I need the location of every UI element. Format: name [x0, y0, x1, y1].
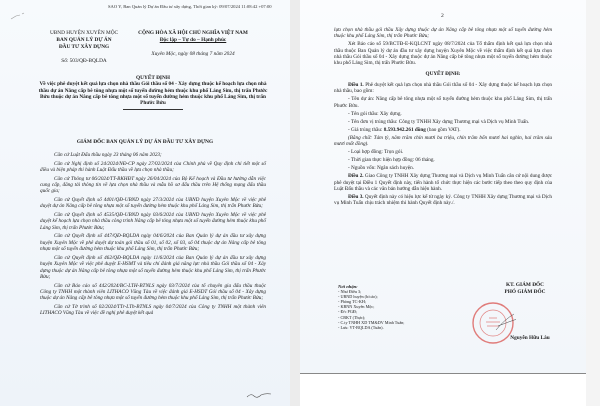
national-header [130, 30, 256, 58]
recipient: - CBKT (Thực); [338, 314, 366, 320]
page-2-body [334, 27, 552, 209]
contract-type: - Loại hợp đồng: Trọn gói. [348, 149, 404, 156]
article-1-label: Điều 1. [348, 82, 364, 89]
decision-title [36, 75, 270, 110]
recipient: - KBNN Xuyên Mộc; [338, 304, 375, 310]
decision-heading-2: QUYẾT ĐỊNH: [425, 70, 461, 77]
article-3-label: Điều 3. [348, 194, 364, 201]
signer-block [475, 282, 575, 296]
price-label: - Giá trúng thầu: [348, 126, 384, 133]
article-1-text: Phê duyệt kết quả lựa chọn nhà thầu Gói thầu số 04 - Xây dựng thuộc kế hoạch lựa chọn nhà thầu, bao gồm: [334, 82, 553, 95]
legal-basis: Căn cứ Thông tư 06/2024/TT-BKHĐT ngày 26/04/2024 của Bộ Kế hoạch và Đầu tư hướng dẫn việc cung cấp, đăng tải thông tin về lựa chọn nhà thầu và mẫu hồ sơ đấu thầu trên Hệ thống mạng đấu thầu quốc gia; [40, 175, 266, 195]
issuer-line-3: ĐẦU TƯ XÂY DỰNG [58, 44, 110, 50]
winning-bidder: - Tên đơn vị trúng thầu: Công ty TNHH Xây dựng Thương mại và Dịch vụ Minh Tuấn. [348, 118, 530, 125]
viewer-margin [586, 0, 600, 406]
article-2-text: Giao Công ty TNHH Xây dựng Thương mại và Dịch vụ Minh Tuấn căn cứ nội dung được phê duyệt tại Điều 1 Quyết định này, tiến hành tổ chức thực hiện các bước tiếp theo theo quy định của Luật Đấu thầu và các văn bản hướng dẫn hiện hành. [334, 173, 552, 193]
legal-basis: Căn cứ Luật Đấu thầu ngày 23 tháng 06 năm 2023; [54, 152, 162, 158]
decision-subject: Về việc phê duyệt kết quả lựa chọn nhà thầu Gói thầu số 04 - Xây dựng thuộc kế hoạch lựa chọn nhà thầu dự án Nâng cấp bê tông nhựa một số tuyến đường hẻm thuộc khu phố Láng Sim, thị trấn Phước Bửu thuộc dự án Nâng cấp bê tông nhựa một số tuyến đường hẻm thuộc khu phố Láng Sim, thị trấn Phước Bửu [38, 81, 268, 107]
signer-line-2: PHÓ GIÁM ĐỐC [504, 289, 546, 295]
price-in-words: (Bằng chữ: Tám tỷ, năm trăm chín mươi ba triệu, chín trăm bốn mươi hai nghìn, hai trăm sáu mươi mốt đồng). [334, 134, 552, 148]
funding-source: - Nguồn vốn: Ngân sách huyện. [348, 165, 414, 172]
signer-line-1: KT. GIÁM ĐỐC [505, 282, 544, 288]
recipient: - UBND huyện (b/cáo); [338, 294, 378, 300]
legal-basis: Căn cứ Quyết định số 447/QĐ-BQLDA ngày 04/6/2024 của Ban Quản lý dự án đầu tư xây dựng huyện Xuyên Mộc về phê duyệt dự toán gói thầu số 01, số 02, số 03, số 04 thuộc dự án Nâng cấp bê tông nhựa một số tuyến đường hẻm thuộc khu phố Láng Sim, thị trấn Phước Bửu; [40, 233, 266, 253]
review-paragraph: Xét Báo cáo số 59/BCTĐ-E-KQLCNT ngày 08/7/2024 của Tổ thẩm định kết quả lựa chọn nhà thầu thuộc Ban Quản lý dự án đầu tư xây dựng huyện Xuyên Mộc về việc thẩm định kết quả lựa chọn nhà thầu Gói thầu số 04 - Xây dựng thuộc dự án Nâng cấp bê tông nhựa một số tuyến đường hẻm thuộc khu phố Láng Sim, thị trấn Phước Bửu. [334, 41, 552, 67]
recipients-label: Nơi nhận: [338, 284, 358, 289]
package-name: - Tên gói thầu: Xây dựng. [348, 110, 402, 117]
authority-title: GIÁM ĐỐC BAN QUẢN LÝ DỰ ÁN ĐẦU TƯ XÂY DỰNG [76, 139, 214, 145]
contract-duration: - Thời gian thực hiện hợp đồng: 06 tháng. [348, 157, 435, 164]
signer-name: Nguyễn Hữu Lâu [510, 335, 550, 341]
legal-basis: Căn cứ Nghị định số 24/2024/NĐ-CP ngày 27/02/2024 của Chính phủ về Quy định chi tiết một số điều và biện pháp thi hành Luật Đấu thầu về lựa chọn nhà thầu; [40, 160, 266, 173]
price-note: (bao gồm VAT). [425, 126, 461, 133]
national-title: CỘNG HÒA XÃ HỘI CHỦ NGHĨA VIỆT NAM [138, 30, 248, 36]
issuer-line-1: UBND HUYỆN XUYÊN MỘC [49, 30, 119, 36]
continuation-text: lựa chọn nhà thầu gói thầu Xây dựng thuộc dự án Nâng cấp bê tông nhựa một số tuyến đường hẻm thuộc khu phố Láng Sim, thị trấn Phước Bửu; [334, 27, 552, 40]
article-3 [334, 194, 552, 207]
digital-signature-note: SAO Y, Ban Quản lý Dự án Đầu tư xây dựng, Thời gian ký: 09/07/2024 11:08:42 +07:00 [108, 4, 272, 9]
winning-price [334, 127, 552, 133]
article-2-label: Điều 2. [348, 173, 364, 180]
issuer-line-2: BAN QUẢN LÝ DỰ ÁN [56, 37, 112, 43]
place-date: Xuyên Mộc, ngày 08 tháng 7 năm 2024 [151, 51, 235, 57]
legal-bases [40, 152, 266, 319]
legal-basis: Căn cứ Quyết định số 4401/QĐ-UBND ngày 27/3/2024 của UBND huyện Xuyên Mộc về việc phê duyệt dự án Nâng cấp bê tông nhựa một số tuyến đường hẻm thuộc khu phố Láng Sim, thị trấn Phước Bửu; [40, 197, 266, 210]
national-motto: Độc lập – Tự do – Hạnh phúc [159, 37, 227, 43]
price-value: 8.593.942.261 đồng [383, 126, 426, 133]
scan-mark-icon [10, 12, 28, 20]
recipient: - Phòng TC-KH; [338, 299, 367, 305]
legal-basis: Căn cứ Quyết định số 4535/QĐ-UBND ngày 03/6/2024 của UBND huyện Xuyên Mộc về việc phê duyệt kế hoạch lựa chọn nhà thầu công trình Nâng cấp bê tông nhựa một số tuyến đường hẻm thuộc khu phố Láng Sim, thị trấn Phước Bửu; [40, 212, 266, 231]
document-number: Số: 503/QĐ-BQLDA [61, 58, 107, 64]
article-1 [334, 82, 552, 95]
legal-basis: Căn cứ Tờ trình số 02/2024/TTr-LTh-BTNLS ngày 04/7/2024 của Công ty TNHH một thành viên LITHACO Vũng Tàu về việc đề nghị phê duyệt kết quả [40, 304, 266, 317]
title-underline [123, 109, 183, 110]
legal-basis: Căn cứ Quyết định số 462/QĐ-BQLDA ngày 11/6/2024 của Ban Quản lý dự án đầu tư xây dựng huyện Xuyên Mộc về việc phê duyệt E-HSMT và tiêu chí đánh giá năng lực nhà thầu Gói thầu số 04 - Xây dựng thuộc dự án Nâng cấp bê tông nhựa một số tuyến đường hẻm thuộc khu phố Láng Sim, thị trấn Phước Bửu; [40, 254, 266, 281]
recipient: - Đ/c PGĐ; [338, 309, 358, 315]
initials-scribble-icon [245, 392, 273, 398]
article-2 [334, 173, 552, 192]
decision-heading: QUYẾT ĐỊNH [136, 75, 170, 81]
recipient: - Lưu: VT-BQLDA (Tuấn). [338, 324, 384, 330]
recipient: - C.ty TNHH XD TM&DV Minh Tuấn; [338, 319, 405, 325]
recipient: - Như Điều 3; [338, 289, 362, 295]
issuer-header [36, 30, 132, 65]
page-number: 2 [441, 13, 444, 19]
article-3-text: Quyết định này có hiệu lực kể từ ngày ký. Công ty TNHH Xây dựng Thương mại và Dịch vụ Minh Tuấn chịu trách nhiệm thi hành Quyết định này./. [334, 194, 552, 207]
project-name: - Tên dự án: Nâng cấp bê tông nhựa một số tuyến đường hẻm thuộc khu phố Láng Sim, thị trấn Phước Bửu. [334, 96, 552, 109]
recipients-list [338, 284, 404, 330]
page-gutter [290, 0, 300, 406]
legal-basis: Căn cứ Báo cáo số 442/2024/BC-LTH-BTNLS ngày 03/7/2024 của tổ chuyên gia đấu thầu thuộc Công ty TNHH một thành viên LITHACO Vũng Tàu về việc đánh giá E-HSDT Gói thầu số 04 - Xây dựng thuộc dự án Nâng cấp bê tông nhựa một số tuyến đường hẻm thuộc khu phố Láng Sim, thị trấn Phước Bửu; [40, 282, 266, 302]
